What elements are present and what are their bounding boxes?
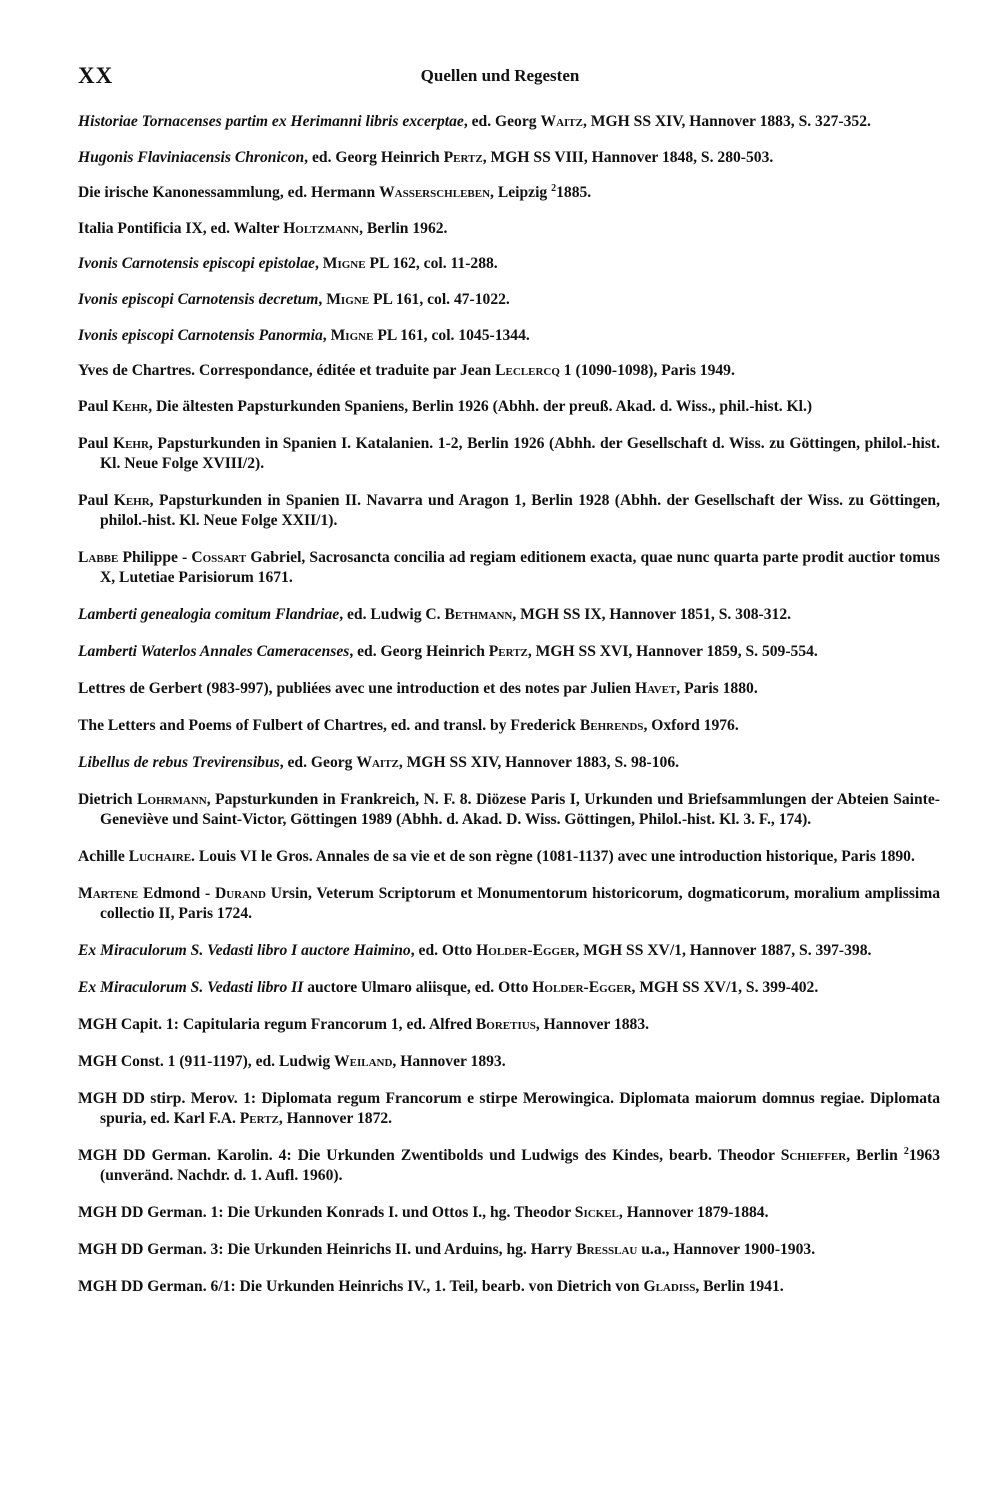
entry-text: Philippe - [118, 548, 192, 566]
entry-text: MGH DD German. 6/1: Die Urkunden Heinrichs IV., 1. Teil, bearb. von Dietrich von [78, 1277, 644, 1295]
entry-text: , [322, 326, 331, 344]
entry-text: The Letters and Poems of Fulbert of Chartres, ed. and transl. by Frederick [78, 716, 580, 734]
author-name: Behrends [579, 716, 644, 734]
entry-text: , Leipzig [490, 184, 552, 202]
bibliography-entry [78, 941, 940, 961]
work-title: Hugonis Flaviniacensis Chronicon [78, 148, 305, 166]
entry-text: , MGH SS XV/1, S. 399-402. [631, 978, 819, 996]
author-name: Kehr [113, 491, 150, 509]
bibliography-entry [78, 1240, 940, 1260]
author-name: Labbe [78, 548, 119, 566]
edition-superscript: 2 [903, 1145, 909, 1157]
bibliography-entry [78, 978, 940, 998]
bibliography-entry [78, 254, 940, 274]
author-name: Boretius [475, 1015, 536, 1033]
bibliography-entry [78, 716, 940, 736]
entry-text: , Berlin 1941. [695, 1277, 784, 1295]
author-name: Bethmann [444, 605, 513, 623]
entry-text: PL 162, col. 11-288. [365, 255, 498, 273]
entry-text: MGH Capit. 1: Capitularia regum Francorum 1, ed. Alfred [78, 1015, 476, 1033]
entry-text: MGH DD German. 1: Die Urkunden Konrads I. und Ottos I., hg. Theodor [78, 1203, 575, 1221]
author-name: Gladiss [643, 1277, 696, 1295]
bibliography-entry [78, 1146, 940, 1186]
author-name: Havet [635, 679, 677, 697]
entry-text: Ursin, Veterum Scriptorum et Monumentorum historicorum, dogmaticorum, moralium amplissima collectio II, Paris 1724. [100, 884, 941, 922]
author-name: Martene [78, 884, 139, 902]
work-title: Ex Miraculorum S. Vedasti libro II [78, 978, 304, 996]
entry-text: Achille [78, 847, 129, 865]
author-name: Luchaire [128, 847, 192, 865]
author-name: Kehr [112, 397, 149, 415]
author-name: Durand [214, 884, 266, 902]
author-name: Schieffer [780, 1146, 847, 1164]
entry-text: , ed. Georg Heinrich [349, 642, 489, 660]
bibliography-entry [78, 642, 940, 662]
entry-text: , MGH SS IX, Hannover 1851, S. 308-312. [512, 605, 792, 623]
entry-text: , Die ältesten Papsturkunden Spaniens, Berlin 1926 (Abhh. der preuß. Akad. d. Wiss., phil.-hist. Kl.) [148, 397, 813, 415]
entry-text: , ed. Georg Heinrich [304, 148, 444, 166]
entry-text: , ed. Otto [410, 941, 477, 959]
author-name: Cossart [191, 548, 247, 566]
bibliography-entry [78, 1089, 940, 1129]
entry-text: , Papsturkunden in Spanien I. Katalanien. 1-2, Berlin 1926 (Abhh. der Gesellschaft d. Wiss. zu Göttingen, philol.-hist. Kl. Neue Folge XVIII/2). [100, 434, 940, 472]
bibliography-entry [78, 361, 940, 381]
entry-text: , Hannover 1879-1884. [618, 1203, 769, 1221]
entry-text: Die irische Kanonessammlung, ed. Hermann [78, 184, 380, 202]
work-title: Historiae Tornacenses partim ex Herimanni libris excerptae [78, 113, 464, 130]
author-name: Pertz [239, 1109, 279, 1127]
work-title: Ivonis episcopi Carnotensis Panormia [78, 326, 323, 344]
bibliography-entry [78, 753, 940, 773]
work-title: Libellus de rebus Trevirensibus [78, 753, 280, 771]
bibliography-list [78, 112, 940, 1312]
entry-text: Italia Pontificia IX, ed. Walter [78, 219, 284, 237]
bibliography-entry [78, 1203, 940, 1223]
entry-text: , Berlin 1962. [359, 219, 448, 237]
work-title: Lamberti genealogia comitum Flandriae [78, 605, 340, 623]
author-name: Holtzmann [283, 219, 360, 237]
entry-text: , ed. Georg [463, 113, 541, 130]
bibliography-entry [78, 1277, 940, 1297]
entry-text: auctore Ulmaro aliisque, ed. Otto [303, 978, 533, 996]
work-title: Ivonis episcopi Carnotensis decretum [78, 290, 319, 308]
bibliography-entry [78, 326, 940, 346]
bibliography-entry [78, 790, 940, 830]
entry-text: , MGH SS XIV, Hannover 1883, S. 98-106. [398, 753, 680, 771]
author-name: Waitz [356, 753, 399, 771]
entry-text: , [318, 290, 327, 308]
author-name: Weiland [334, 1052, 393, 1070]
entry-text: , Hannover 1883. [535, 1015, 650, 1033]
author-name: Holder-Egger [476, 941, 576, 959]
entry-text: , [314, 255, 323, 273]
entry-text: , Hannover 1893. [392, 1052, 506, 1070]
entry-text: Paul [78, 434, 113, 452]
entry-text: . Louis VI le Gros. Annales de sa vie et de son règne (1081-1137) avec une introduction historique, Paris 1890. [191, 847, 915, 865]
entry-text: MGH Const. 1 (911-1197), ed. Ludwig [78, 1052, 335, 1070]
bibliography-entry [78, 679, 940, 699]
author-name: Leclercq [495, 362, 560, 380]
author-name: Migne [326, 290, 370, 308]
author-name: Pertz [488, 642, 528, 660]
author-name: Migne [322, 255, 366, 273]
work-title: Lamberti Waterlos Annales Cameracenses [78, 642, 350, 660]
author-name: Wasserschleben [379, 184, 491, 202]
bibliography-entry [78, 1015, 940, 1035]
entry-text: Yves de Chartres. Correspondance, éditée et traduite par Jean [78, 362, 496, 380]
bibliography-entry [78, 183, 940, 203]
page-number: XX [78, 63, 114, 88]
bibliography-entry [78, 219, 940, 239]
entry-text: Lettres de Gerbert (983-997), publiées avec une introduction et des notes par Julien [78, 679, 636, 697]
bibliography-entry [78, 148, 940, 168]
entry-text: PL 161, col. 1045-1344. [373, 326, 530, 344]
author-name: Holder-Egger [532, 978, 632, 996]
entry-text: Gabriel, Sacrosancta concilia ad regiam editionem exacta, quae nunc quarta parte prodit auctior tomus X, Lutetiae Parisiorum 1671. [100, 548, 940, 586]
entry-text: Edmond - [138, 884, 215, 902]
work-title: Ivonis Carnotensis episcopi epistolae [78, 255, 315, 273]
entry-text: 1 (1090-1098), Paris 1949. [559, 362, 735, 380]
running-title: Quellen und Regesten [420, 66, 580, 85]
bibliography-entry [78, 548, 940, 588]
entry-text: , Papsturkunden in Spanien II. Navarra und Aragon 1, Berlin 1928 (Abhh. der Gesellschaft der Wiss. zu Göttingen, philol.-hist. Kl. Neue Folge XXII/1). [100, 491, 940, 529]
entry-text: Dietrich [78, 790, 138, 808]
entry-text: Paul [78, 491, 114, 509]
bibliography-entry [78, 847, 940, 867]
entry-text: , Oxford 1976. [643, 716, 739, 734]
author-name: Lohrmann [137, 790, 207, 808]
bibliography-entry [78, 434, 940, 474]
entry-text: , Hannover 1872. [278, 1109, 393, 1127]
entry-text: , MGH SS XVI, Hannover 1859, S. 509-554. [527, 642, 818, 660]
entry-text: u.a., Hannover 1900-1903. [637, 1240, 816, 1258]
work-title: Ex Miraculorum S. Vedasti libro I auctore Haimino [78, 941, 411, 959]
bibliography-entry [78, 397, 940, 417]
entry-text: MGH DD stirp. Merov. 1: Diplomata regum Francorum e stirpe Merowingica. Diplomata maiorum domnus regiae. Diplomata spuria, ed. Karl F.A. [78, 1089, 940, 1127]
entry-text: , ed. Ludwig C. [339, 605, 445, 623]
entry-text: , ed. Georg [279, 753, 357, 771]
entry-text: PL 161, col. 47-1022. [369, 290, 510, 308]
bibliography-entry [78, 112, 940, 132]
bibliography-entry [78, 290, 940, 310]
author-name: Waitz [540, 113, 583, 130]
entry-text: , Paris 1880. [676, 679, 758, 697]
entry-text: , Papsturkunden in Frankreich, N. F. 8. Diözese Paris I, Urkunden und Briefsammlungen der Abteien Sainte-Geneviève und Saint-Victor, Göttingen 1989 (Abhh. d. Akad. D. Wiss. Göttingen, Philol.-hist. Kl. 3. F., 174). [100, 790, 940, 828]
entry-text: , MGH SS XV/1, Hannover 1887, S. 397-398. [575, 941, 872, 959]
entry-text: , MGH SS XIV, Hannover 1883, S. 327-352. [582, 113, 871, 130]
bibliography-entry [78, 884, 940, 924]
author-name: Kehr [112, 434, 149, 452]
entry-text: Paul [78, 397, 113, 415]
entry-text: MGH DD German. Karolin. 4: Die Urkunden Zwentibolds und Ludwigs des Kindes, bearb. Theodor [78, 1146, 781, 1164]
author-name: Pertz [443, 148, 483, 166]
author-name: Bresslau [576, 1240, 638, 1258]
bibliography-entry [78, 1052, 940, 1072]
bibliography-entry [78, 605, 940, 625]
entry-text: 1963 (unveränd. Nachdr. d. 1. Aufl. 1960). [100, 1146, 940, 1184]
author-name: Sickel [574, 1203, 619, 1221]
edition-superscript: 2 [551, 183, 557, 195]
bibliography-entry [78, 491, 940, 531]
entry-text: , Berlin [846, 1146, 904, 1164]
entry-text: 1885. [556, 184, 592, 202]
author-name: Migne [330, 326, 374, 344]
entry-text: , MGH SS VIII, Hannover 1848, S. 280-503. [482, 148, 774, 166]
entry-text: MGH DD German. 3: Die Urkunden Heinrichs II. und Arduins, hg. Harry [78, 1240, 577, 1258]
